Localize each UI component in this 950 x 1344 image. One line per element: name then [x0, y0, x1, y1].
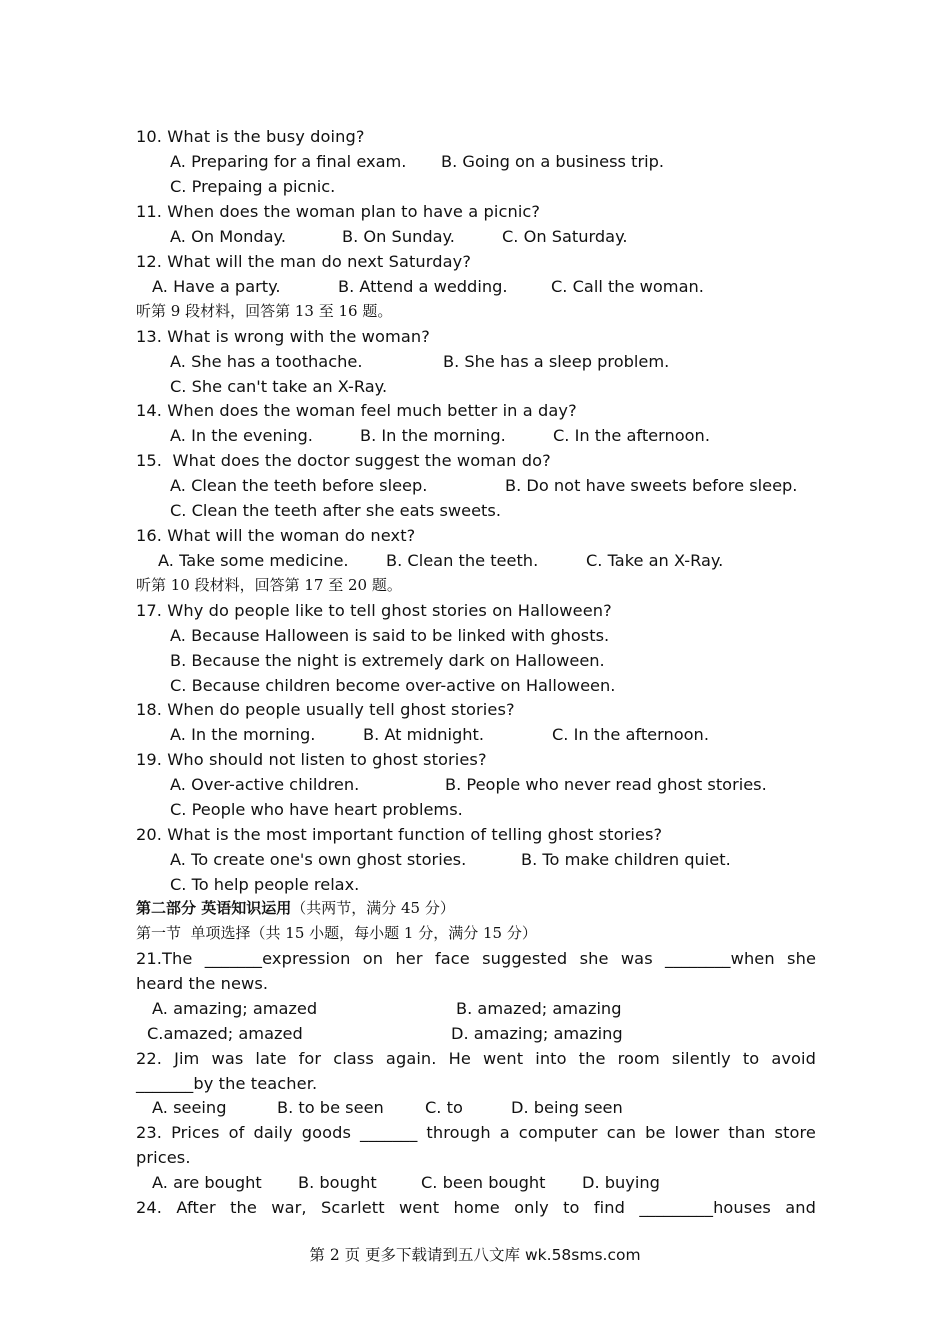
question-18: 18. When do people usually tell ghost stories?: [136, 700, 515, 719]
question-10: 10. What is the busy doing?: [136, 127, 365, 146]
q15-option-a: A. Clean the teeth before sleep.: [170, 476, 428, 495]
q22-option-a: A. seeing: [152, 1098, 227, 1117]
q11-option-a: A. On Monday.: [170, 227, 286, 246]
question-20: 20. What is the most important function of telling ghost stories?: [136, 825, 663, 844]
q23-option-d: D. buying: [582, 1173, 660, 1192]
question-21-cont: heard the news.: [136, 974, 269, 993]
q19-option-a: A. Over-active children.: [170, 775, 360, 794]
q14-option-b: B. In the morning.: [360, 426, 506, 445]
instruction-section-9: 听第 9 段材料，回答第 13 至 16 题。: [136, 302, 393, 320]
q12-option-a: A. Have a party.: [152, 277, 281, 296]
question-16: 16. What will the woman do next?: [136, 526, 416, 545]
q10-option-b: B. Going on a business trip.: [441, 152, 665, 171]
q19-option-c: C. People who have heart problems.: [170, 800, 463, 819]
q18-option-a: A. In the morning.: [170, 725, 316, 744]
part2-title: 第二部分 英语知识运用: [136, 899, 292, 917]
q23-option-c: C. been bought: [421, 1173, 546, 1192]
q21-option-c: C.amazed; amazed: [147, 1024, 303, 1043]
q20-option-b: B. To make children quiet.: [521, 850, 731, 869]
q12-option-c: C. Call the woman.: [551, 277, 704, 296]
part2-score: （共两节，满分 45 分）: [291, 899, 455, 917]
q16-option-a: A. Take some medicine.: [158, 551, 349, 570]
q17-option-b: B. Because the night is extremely dark on Halloween.: [170, 651, 605, 670]
question-14: 14. When does the woman feel much better in a day?: [136, 401, 577, 420]
question-22: 22. Jim was late for class again. He went into the room silently to avoid: [136, 1049, 816, 1068]
instruction-section-10: 听第 10 段材料，回答第 17 至 20 题。: [136, 576, 402, 594]
page-footer: [0, 1243, 950, 1268]
q22-option-c: C. to: [425, 1098, 463, 1117]
q23-option-a: A. are bought: [152, 1173, 262, 1192]
q17-option-a: A. Because Halloween is said to be linked with ghosts.: [170, 626, 610, 645]
q23-option-b: B. bought: [298, 1173, 377, 1192]
q10-option-c: C. Prepaing a picnic.: [170, 177, 336, 196]
q15-option-c: C. Clean the teeth after she eats sweets.: [170, 501, 501, 520]
question-12: 12. What will the man do next Saturday?: [136, 252, 472, 271]
q15-option-b: B. Do not have sweets before sleep.: [505, 476, 798, 495]
q20-option-a: A. To create one's own ghost stories.: [170, 850, 467, 869]
question-22-cont: _______by the teacher.: [136, 1074, 318, 1093]
q14-option-a: A. In the evening.: [170, 426, 313, 445]
question-11: 11. When does the woman plan to have a picnic?: [136, 202, 541, 221]
question-23-cont: prices.: [136, 1148, 191, 1167]
q13-option-a: A. She has a toothache.: [170, 352, 363, 371]
q12-option-b: B. Attend a wedding.: [338, 277, 508, 296]
question-23: 23. Prices of daily goods _______ through a computer can be lower than store: [136, 1123, 816, 1142]
question-19: 19. Who should not listen to ghost stories?: [136, 750, 487, 769]
q13-option-c: C. She can't take an X-Ray.: [170, 377, 388, 396]
question-21: 21.The _______expression on her face suggested she was ________when she: [136, 949, 816, 968]
q16-option-b: B. Clean the teeth.: [386, 551, 539, 570]
q14-option-c: C. In the afternoon.: [553, 426, 710, 445]
footer-link[interactable]: wk.58sms.com: [524, 1246, 641, 1264]
q18-option-c: C. In the afternoon.: [552, 725, 709, 744]
q22-option-d: D. being seen: [511, 1098, 623, 1117]
question-15: 15. What does the doctor suggest the woman do?: [136, 451, 551, 470]
part2-heading: [136, 896, 455, 921]
q21-option-d: D. amazing; amazing: [451, 1024, 623, 1043]
q16-option-c: C. Take an X-Ray.: [586, 551, 724, 570]
part2-section1-heading: 第一节 单项选择（共 15 小题，每小题 1 分，满分 15 分）: [136, 924, 537, 942]
q11-option-c: C. On Saturday.: [502, 227, 628, 246]
question-24: 24. After the war, Scarlett went home only to find _________houses and: [136, 1198, 816, 1217]
footer-text: 第 2 页 更多下载请到五八文库: [309, 1246, 525, 1264]
q11-option-b: B. On Sunday.: [342, 227, 455, 246]
q17-option-c: C. Because children become over-active on Halloween.: [170, 676, 616, 695]
q18-option-b: B. At midnight.: [363, 725, 485, 744]
q10-option-a: A. Preparing for a final exam.: [170, 152, 407, 171]
q21-option-a: A. amazing; amazed: [152, 999, 318, 1018]
question-13: 13. What is wrong with the woman?: [136, 327, 430, 346]
question-17: 17. Why do people like to tell ghost stories on Halloween?: [136, 601, 612, 620]
q22-option-b: B. to be seen: [277, 1098, 384, 1117]
q19-option-b: B. People who never read ghost stories.: [445, 775, 767, 794]
q20-option-c: C. To help people relax.: [170, 875, 360, 894]
q21-option-b: B. amazed; amazing: [456, 999, 622, 1018]
q13-option-b: B. She has a sleep problem.: [443, 352, 670, 371]
